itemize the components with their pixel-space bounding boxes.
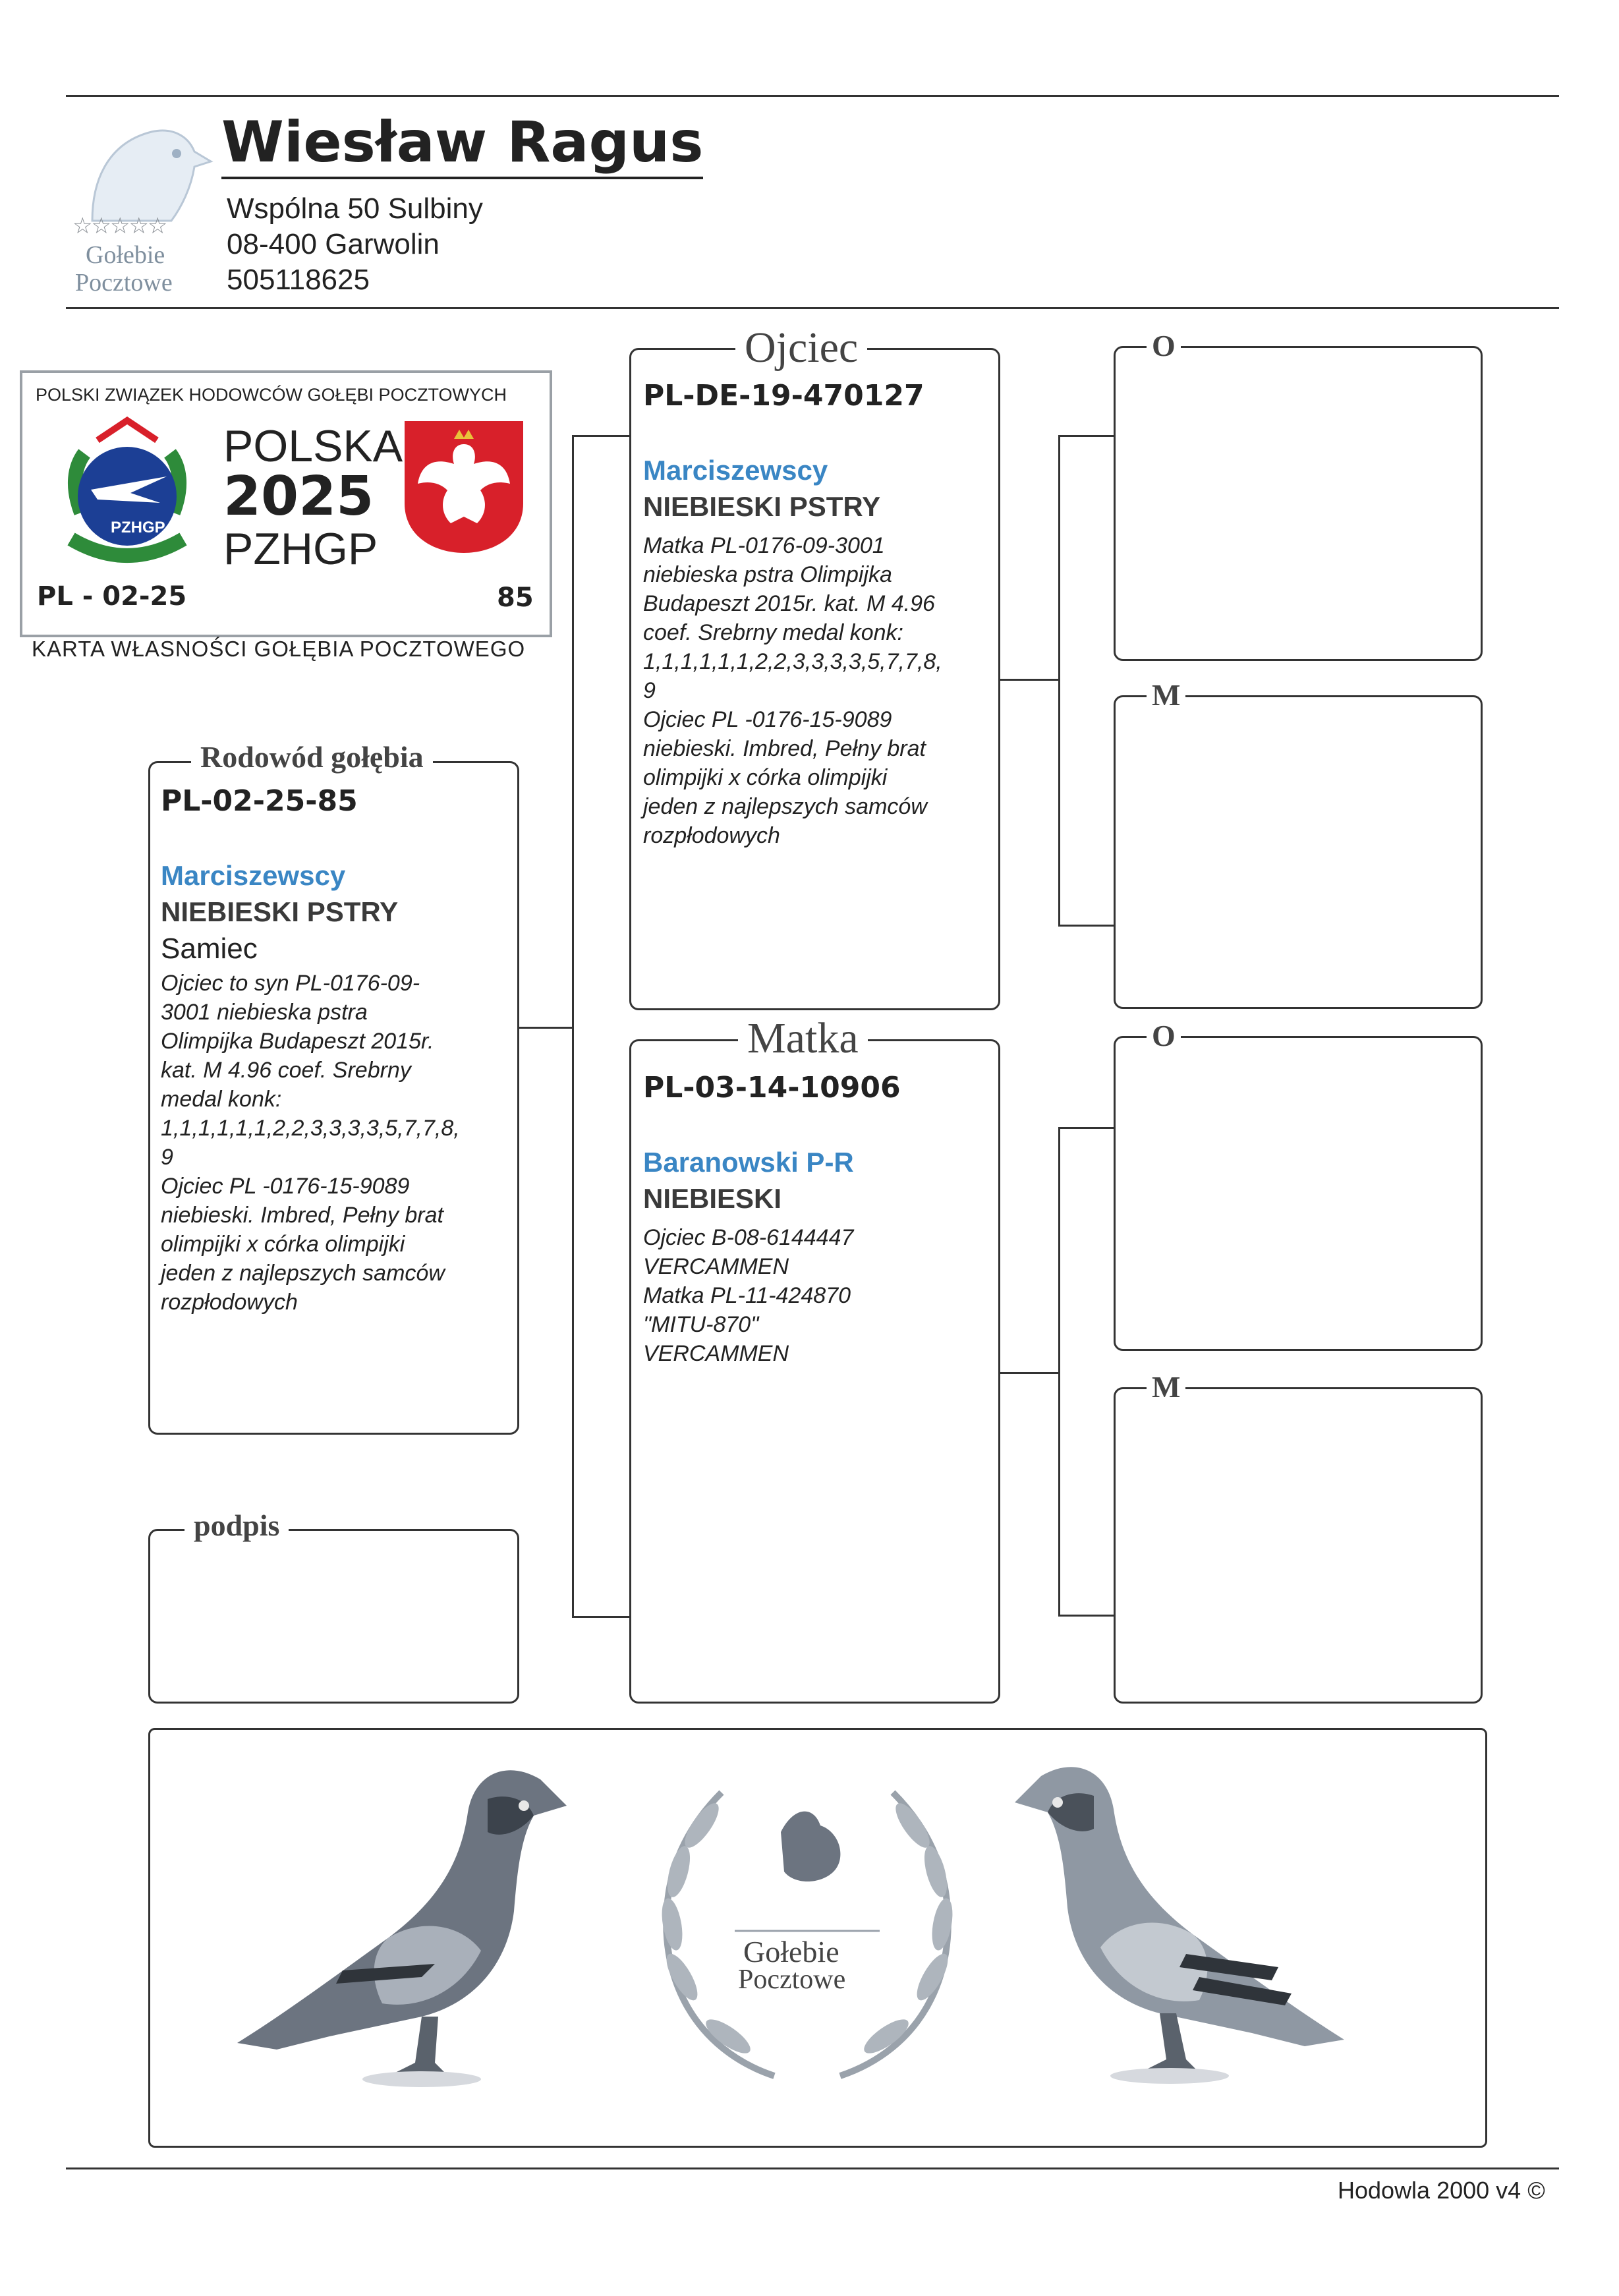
signature-legend: podpis [185,1508,289,1543]
grandfather-maternal-box [1114,1036,1483,1351]
pigeon-left-icon [224,1753,593,2096]
father-notes: Matka PL-0176-09-3001 niebieska pstra Olimpijka Budapeszt 2015r. kat. M 4.96 coef. Srebrny medal konk: 1,1,1,1,1,1,2,2,3,3,3,3,5,7,7,8, 9 Ojciec PL -0176-15-9089 niebieski. Imbred, Pełny brat olimpijki x córka olimpijki jeden z najlepszych samców rozpłodowych [643,533,942,848]
mother-color: NIEBIESKI [643,1183,782,1214]
father-legend: Ojciec [735,323,867,373]
connector-to-mm [1058,1615,1114,1617]
header-logo [66,115,217,300]
connector-mother [1000,1372,1058,1374]
logo-text-line2: Pocztowe [75,269,173,297]
pzhgp-badge-icon [45,414,210,565]
connector-pigeon [519,1027,572,1029]
card-year: 2025 [223,465,374,528]
connector-to-mf [1058,1127,1114,1129]
card-ring-number: 85 [497,583,534,613]
pigeon-sex: Samiec [161,933,258,965]
connector-to-ff [1058,435,1114,437]
grandmother-maternal-legend: M [1147,1369,1185,1404]
mother-ring: PL-03-14-10906 [643,1071,901,1105]
card-org-name: POLSKI ZWIĄZEK HODOWCÓW GOŁĘBI POCZTOWYCH [36,385,507,405]
father-color: NIEBIESKI PSTRY [643,491,881,522]
father-ring: PL-DE-19-470127 [643,379,924,413]
card-country: POLSKA [223,421,403,471]
address-line2: 08-400 Garwolin [227,228,440,260]
header-bottom-rule [66,307,1559,309]
father-breeder: Marciszewscy [643,455,828,486]
header-top-rule [66,95,1559,97]
grandfather-paternal-legend: O [1147,328,1181,363]
pigeon-legend: Rodowód gołębia [191,739,433,774]
connector-father-vertical [1058,435,1060,926]
mother-breeder: Baranowski P-R [643,1147,854,1178]
logo-stars: ☆☆☆☆☆ [72,214,167,239]
phone-number: 505118625 [227,264,370,296]
owner-name: Wiesław Ragus [221,109,703,179]
grandfather-maternal-legend: O [1147,1018,1181,1053]
banner-logo-line2: Pocztowe [738,1965,846,1995]
mother-notes: Ojciec B-08-6144447 VERCAMMEN Matka PL-11-424870 "MITU-870" VERCAMMEN [643,1225,854,1366]
svg-text:PZHGP: PZHGP [111,519,165,536]
card-org-short: PZHGP [223,524,378,574]
ownership-card [20,370,552,637]
address-line1: Wspólna 50 Sulbiny [227,192,483,225]
mother-box [629,1039,1000,1704]
connector-father [1000,679,1058,681]
laurel-wreath-icon [642,1766,972,2096]
card-ring-series: PL - 02-25 [37,581,187,612]
grandmother-maternal-box [1114,1387,1483,1704]
pigeon-ring: PL-02-25-85 [161,784,358,818]
pigeon-right-icon [1002,1750,1357,2099]
pigeon-notes: Ojciec to syn PL-0176-09- 3001 niebieska pstra Olimpijka Budapeszt 2015r. kat. M 4.96 coef. Srebrny medal konk: 1,1,1,1,1,1,2,2,3,3,3,3,5,7,7,8, 9 Ojciec PL -0176-15-9089 niebieski. Imbred, Pełny brat olimpijki x córka olimpijki jeden z najlepszych samców rozpłodowych [161,971,460,1315]
pigeon-breeder: Marciszewscy [161,860,346,891]
connector-to-father [572,435,629,437]
banner-logo-line1: Gołebie [743,1935,839,1968]
connector-to-mother [572,1616,629,1618]
footer-credit: Hodowla 2000 v4 © [1338,2177,1545,2204]
connector-mother-vertical [1058,1127,1060,1617]
grandmother-paternal-legend: M [1147,677,1185,712]
connector-to-fm [1058,925,1114,927]
footer-rule [66,2167,1559,2169]
grandfather-paternal-box [1114,346,1483,661]
card-footer: KARTA WŁASNOŚCI GOŁĘBIA POCZTOWEGO [32,637,526,661]
logo-text-line1: Gołebie [86,241,165,269]
pigeon-head-logo-icon [66,115,217,227]
pigeon-color: NIEBIESKI PSTRY [161,896,399,927]
polish-eagle-icon [401,418,526,556]
connector-parents-vertical [572,435,574,1618]
signature-box[interactable] [148,1529,519,1704]
grandmother-paternal-box [1114,695,1483,1009]
mother-legend: Matka [738,1014,868,1064]
